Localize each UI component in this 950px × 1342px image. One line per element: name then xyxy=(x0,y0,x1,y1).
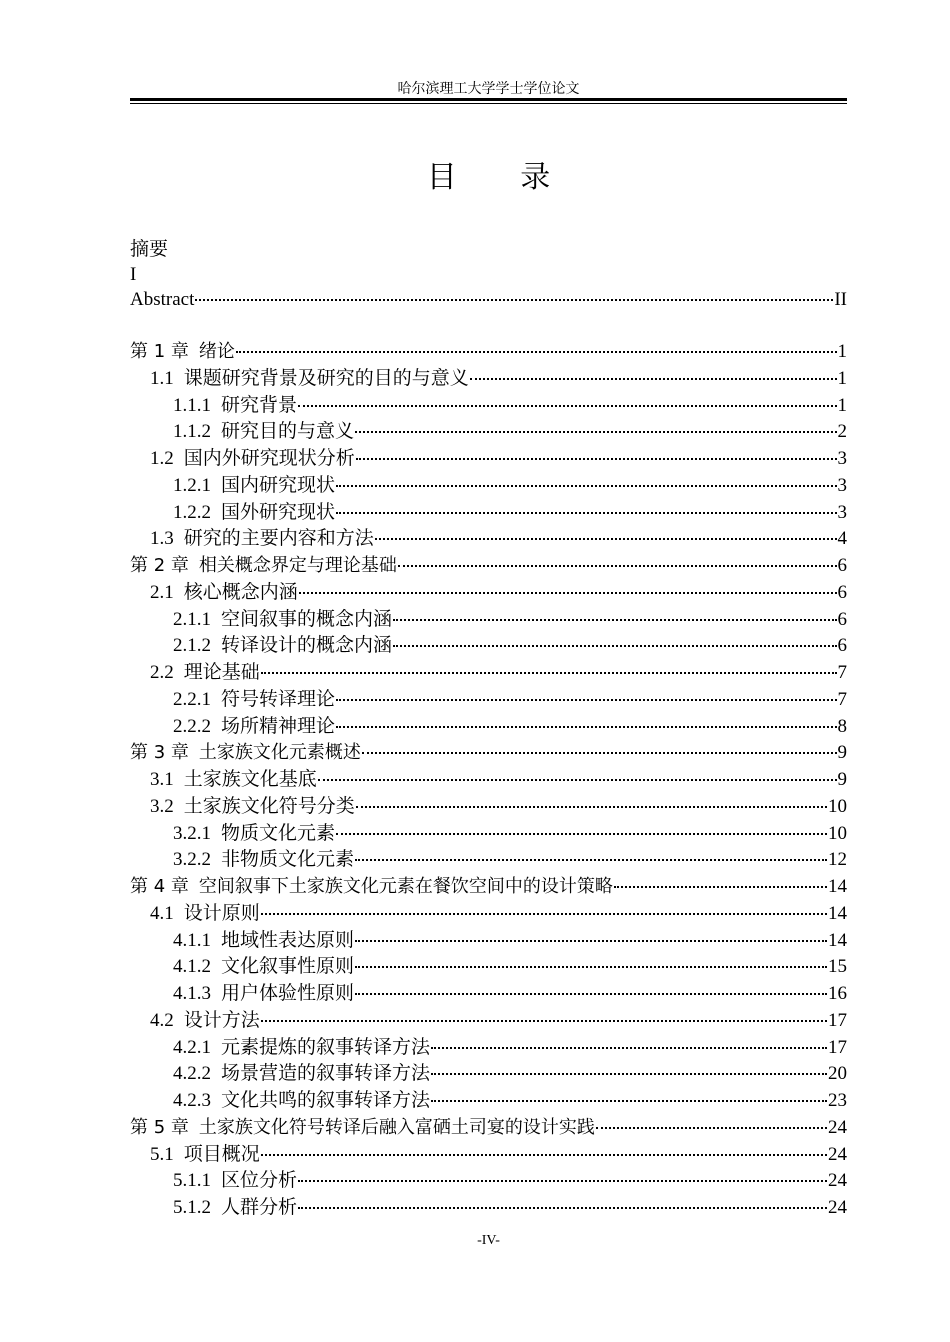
toc-entry-number: 第 2 章 xyxy=(130,555,189,576)
toc-entry-number: 第 3 章 xyxy=(130,742,189,764)
leader-dots xyxy=(299,592,837,594)
toc-entry-number: 2.2.2 xyxy=(173,715,211,737)
leader-dots xyxy=(318,779,837,781)
toc-entry[interactable] xyxy=(130,821,847,848)
leader-dots xyxy=(298,405,836,407)
zhaiyao-page: I xyxy=(130,264,137,285)
leader-dots xyxy=(298,1207,827,1209)
toc-entry-text: 区位分析 xyxy=(221,1170,298,1192)
toc-entry-page: 20 xyxy=(828,1063,847,1085)
leader-dots xyxy=(355,431,836,433)
toc-entry-number: 3.2 xyxy=(150,795,174,817)
page-number: -IV- xyxy=(477,1233,500,1248)
toc-entry-text: 国外研究现状 xyxy=(221,501,336,523)
toc-entry-number: 2.2 xyxy=(150,662,174,683)
toc-entry-label xyxy=(173,1088,430,1115)
toc-entry-page: 24 xyxy=(828,1170,847,1192)
leader-dots xyxy=(236,351,837,353)
toc-entry-number: 1.2.2 xyxy=(173,501,211,523)
toc-entry-text: 人群分析 xyxy=(221,1197,298,1218)
leader-dots xyxy=(261,913,827,915)
toc-entry-label xyxy=(173,633,392,660)
toc-entry-label xyxy=(150,446,355,473)
toc-entry-label xyxy=(173,500,335,527)
header-rule-thick xyxy=(130,98,847,101)
toc-entry-page: 24 xyxy=(828,1143,847,1165)
toc-entry[interactable] xyxy=(130,419,847,446)
toc-entry-number: 4.2.2 xyxy=(173,1063,211,1085)
abstract-label: Abstract xyxy=(130,289,195,310)
toc-entry-text: 转译设计的概念内涵 xyxy=(221,635,393,657)
toc-entry-label xyxy=(173,821,335,848)
leader-dots xyxy=(596,1127,827,1129)
toc-entry[interactable] xyxy=(130,1061,847,1088)
toc-entry-page: 14 xyxy=(828,902,847,924)
toc-entry-number: 1.3 xyxy=(150,528,174,550)
toc-entry-label xyxy=(173,928,354,955)
toc-entry-label xyxy=(173,714,335,741)
toc-entry-text: 符号转译理论 xyxy=(221,688,336,710)
toc-entry-label xyxy=(173,981,354,1008)
toc-entry-number: 1.2.1 xyxy=(173,474,211,496)
toc-entry-text: 国内外研究现状分析 xyxy=(183,448,355,469)
toc-entry-text: 物质文化元素 xyxy=(221,822,336,844)
toc-entry-number: 4.1 xyxy=(150,902,174,924)
toc-entry-page: 23 xyxy=(828,1090,847,1111)
toc-entry-label xyxy=(173,1195,297,1222)
header-rule-thin xyxy=(130,103,847,104)
toc-entry-page: 3 xyxy=(837,474,847,496)
toc-entry-text: 核心概念内涵 xyxy=(183,581,298,603)
toc-entry-page: 17 xyxy=(828,1009,847,1031)
toc-entry[interactable] xyxy=(130,473,847,500)
toc-entry-text: 绪论 xyxy=(198,341,235,362)
leader-dots xyxy=(431,1047,827,1049)
toc-entry-number: 3.2.1 xyxy=(173,822,211,844)
toc-entry[interactable] xyxy=(130,901,847,928)
toc-entry-label xyxy=(173,607,392,634)
toc-entry-number: 4.1.1 xyxy=(173,929,211,951)
toc-entry-page: 10 xyxy=(828,795,847,817)
zhaiyao-label: 摘要 xyxy=(130,239,169,260)
leader-dots xyxy=(356,806,827,808)
toc-entry-page: 3 xyxy=(837,501,847,523)
toc-title: 目 录 xyxy=(426,161,579,194)
leader-dots xyxy=(398,565,837,567)
toc-entry-label xyxy=(130,553,397,580)
toc-entry[interactable] xyxy=(130,954,847,981)
toc-entry-page: 3 xyxy=(837,448,847,469)
toc-entry-number: 4.1.3 xyxy=(173,983,211,1004)
toc-entry-text: 土家族文化符号分类 xyxy=(183,795,355,817)
toc-entry-number: 1.1 xyxy=(150,367,174,389)
leader-dots xyxy=(261,1020,827,1022)
toc-entry-number: 1.1.1 xyxy=(173,394,211,416)
toc-entry-label xyxy=(150,580,298,607)
toc-entry-label xyxy=(173,954,354,981)
toc-entry-number: 第 1 章 xyxy=(130,341,189,362)
leader-dots xyxy=(393,645,836,647)
toc-entry-label xyxy=(173,847,354,874)
leader-dots xyxy=(261,672,837,674)
toc-entry-label xyxy=(150,794,355,821)
toc-entry-page: 17 xyxy=(828,1036,847,1058)
leader-dots xyxy=(355,859,827,861)
toc-entry[interactable] xyxy=(130,366,847,393)
toc-entry[interactable] xyxy=(130,981,847,1008)
toc-entry[interactable] xyxy=(130,553,847,580)
toc-entry[interactable] xyxy=(130,740,847,767)
toc-entry-page: 15 xyxy=(828,956,847,978)
toc-list xyxy=(130,339,847,1222)
toc-entry-label xyxy=(150,767,317,794)
toc-entry-text: 土家族文化基底 xyxy=(183,769,317,790)
leader-dots xyxy=(355,993,827,995)
abstract-page: II xyxy=(834,289,847,310)
toc-entry-number: 4.2 xyxy=(150,1009,174,1031)
toc-entry-number: 3.1 xyxy=(150,769,174,790)
toc-entry-text: 国内研究现状 xyxy=(221,474,336,496)
toc-entry-page: 16 xyxy=(828,983,847,1004)
toc-entry-text: 相关概念界定与理论基础 xyxy=(198,555,397,576)
toc-entry-page: 2 xyxy=(837,421,847,443)
toc-entry-label xyxy=(173,1168,297,1195)
toc-entry-text: 场所精神理论 xyxy=(221,715,336,737)
toc-entry-label xyxy=(130,1115,595,1142)
toc-entry-number: 2.1.1 xyxy=(173,608,211,630)
page-header: 哈尔滨理工大学学士学位论文 xyxy=(397,82,580,97)
toc-entry-page: 6 xyxy=(837,608,847,630)
leader-dots xyxy=(614,886,827,888)
toc-entry[interactable] xyxy=(130,446,847,473)
leader-dots xyxy=(355,940,827,942)
toc-entry[interactable] xyxy=(130,1008,847,1035)
toc-entry[interactable] xyxy=(130,928,847,955)
toc-entry-number: 1.1.2 xyxy=(173,421,211,443)
toc-entry-text: 研究背景 xyxy=(221,394,298,416)
toc-entry-number: 2.1 xyxy=(150,581,174,603)
toc-entry-text: 理论基础 xyxy=(183,662,260,683)
toc-entry-page: 1 xyxy=(837,394,847,416)
toc-entry-page: 1 xyxy=(837,341,847,362)
leader-dots xyxy=(375,538,837,540)
toc-entry-text: 课题研究背景及研究的目的与意义 xyxy=(183,367,469,389)
toc-entry-text: 土家族文化符号转译后融入富硒土司宴的设计实践 xyxy=(198,1116,595,1138)
toc-entry[interactable] xyxy=(130,526,847,553)
toc-entry-label xyxy=(150,1142,260,1169)
toc-entry-label xyxy=(173,1035,430,1062)
toc-entry-text: 元素提炼的叙事转译方法 xyxy=(221,1036,431,1058)
toc-entry-page: 9 xyxy=(837,742,847,764)
toc-entry-number: 第 4 章 xyxy=(130,876,189,897)
leader-dots xyxy=(261,1154,827,1156)
toc-entry-label xyxy=(150,660,260,687)
toc-entry-label xyxy=(173,1061,430,1088)
leader-dots xyxy=(431,1073,827,1075)
toc-entry-page: 12 xyxy=(828,849,847,871)
toc-entry-label xyxy=(150,901,260,928)
toc-entry[interactable] xyxy=(130,874,847,901)
leader-dots xyxy=(336,699,836,701)
toc-entry[interactable] xyxy=(130,767,847,794)
toc-entry-page: 6 xyxy=(837,581,847,603)
leader-dots xyxy=(470,378,837,380)
toc-entry-number: 4.1.2 xyxy=(173,956,211,978)
toc-entry-text: 非物质文化元素 xyxy=(221,849,355,871)
toc-entry-text: 场景营造的叙事转译方法 xyxy=(221,1063,431,1085)
toc-entry-label xyxy=(130,740,361,767)
toc-entry[interactable] xyxy=(130,1115,847,1142)
toc-entry[interactable] xyxy=(130,607,847,634)
toc-entry-page: 10 xyxy=(828,822,847,844)
leader-dots xyxy=(336,833,827,835)
leader-dots xyxy=(336,726,836,728)
toc-entry-text: 设计方法 xyxy=(183,1009,260,1031)
toc-entry-page: 4 xyxy=(837,528,847,550)
toc-entry-page: 6 xyxy=(837,555,847,576)
toc-entry-page: 9 xyxy=(837,769,847,790)
toc-entry[interactable] xyxy=(130,580,847,607)
toc-entry-text: 空间叙事下土家族文化元素在餐饮空间中的设计策略 xyxy=(198,876,613,897)
toc-entry[interactable] xyxy=(130,1035,847,1062)
toc-entry[interactable] xyxy=(130,847,847,874)
toc-entry[interactable] xyxy=(130,339,847,366)
toc-entry-text: 研究的主要内容和方法 xyxy=(183,528,374,550)
toc-entry-page: 14 xyxy=(828,876,847,897)
toc-entry-label xyxy=(150,1008,260,1035)
toc-entry[interactable] xyxy=(130,1142,847,1169)
toc-entry-page: 8 xyxy=(837,715,847,737)
leader-dots xyxy=(336,512,836,514)
toc-entry-page: 14 xyxy=(828,929,847,951)
toc-entry-page: 7 xyxy=(837,662,847,683)
toc-entry-label xyxy=(173,419,354,446)
toc-entry-page: 24 xyxy=(828,1197,847,1218)
toc-entry[interactable] xyxy=(130,500,847,527)
toc-entry-number: 第 5 章 xyxy=(130,1116,189,1138)
toc-entry-number: 1.2 xyxy=(150,448,174,469)
leader-dots xyxy=(362,752,837,754)
leader-dots xyxy=(393,619,836,621)
toc-entry-number: 2.1.2 xyxy=(173,635,211,657)
toc-entry-number: 4.2.3 xyxy=(173,1090,211,1111)
toc-entry-page: 1 xyxy=(837,367,847,389)
toc-entry-label xyxy=(173,393,297,420)
toc-entry-number: 5.1.2 xyxy=(173,1197,211,1218)
leader-dots xyxy=(195,299,833,301)
toc-entry-text: 设计原则 xyxy=(183,902,260,924)
toc-entry-text: 用户体验性原则 xyxy=(221,983,355,1004)
toc-entry-label xyxy=(173,473,335,500)
toc-entry-text: 项目概况 xyxy=(183,1143,260,1165)
leader-dots xyxy=(356,458,837,460)
toc-entry[interactable] xyxy=(130,1168,847,1195)
toc-entry-text: 文化叙事性原则 xyxy=(221,956,355,978)
toc-entry[interactable] xyxy=(130,1088,847,1115)
toc-entry-label xyxy=(150,366,469,393)
toc-entry-text: 空间叙事的概念内涵 xyxy=(221,608,393,630)
toc-entry-page: 6 xyxy=(837,635,847,657)
toc-entry-label xyxy=(150,526,374,553)
toc-entry-text: 文化共鸣的叙事转译方法 xyxy=(221,1090,431,1111)
toc-entry-label xyxy=(173,687,335,714)
toc-entry-text: 研究目的与意义 xyxy=(221,421,355,443)
toc-entry-number: 4.2.1 xyxy=(173,1036,211,1058)
toc-entry-text: 土家族文化元素概述 xyxy=(198,742,361,764)
leader-dots xyxy=(431,1100,827,1102)
toc-entry-number: 5.1.1 xyxy=(173,1170,211,1192)
toc-entry[interactable] xyxy=(130,633,847,660)
toc-entry-page: 24 xyxy=(828,1116,847,1138)
toc-entry[interactable] xyxy=(130,794,847,821)
toc-entry[interactable] xyxy=(130,393,847,420)
toc-entry-text: 地域性表达原则 xyxy=(221,929,355,951)
toc-entry-number: 3.2.2 xyxy=(173,849,211,871)
toc-entry[interactable] xyxy=(130,1195,847,1222)
toc-entry-label xyxy=(130,339,235,366)
leader-dots xyxy=(336,485,836,487)
toc-entry-label xyxy=(130,874,613,901)
leader-dots xyxy=(355,966,827,968)
toc-entry-number: 5.1 xyxy=(150,1143,174,1165)
toc-entry-number: 2.2.1 xyxy=(173,688,211,710)
toc-entry[interactable] xyxy=(130,660,847,687)
toc-entry[interactable] xyxy=(130,687,847,714)
toc-entry-page: 7 xyxy=(837,688,847,710)
leader-dots xyxy=(298,1180,827,1182)
toc-entry-abstract[interactable] xyxy=(130,287,847,313)
toc-entry[interactable] xyxy=(130,714,847,741)
